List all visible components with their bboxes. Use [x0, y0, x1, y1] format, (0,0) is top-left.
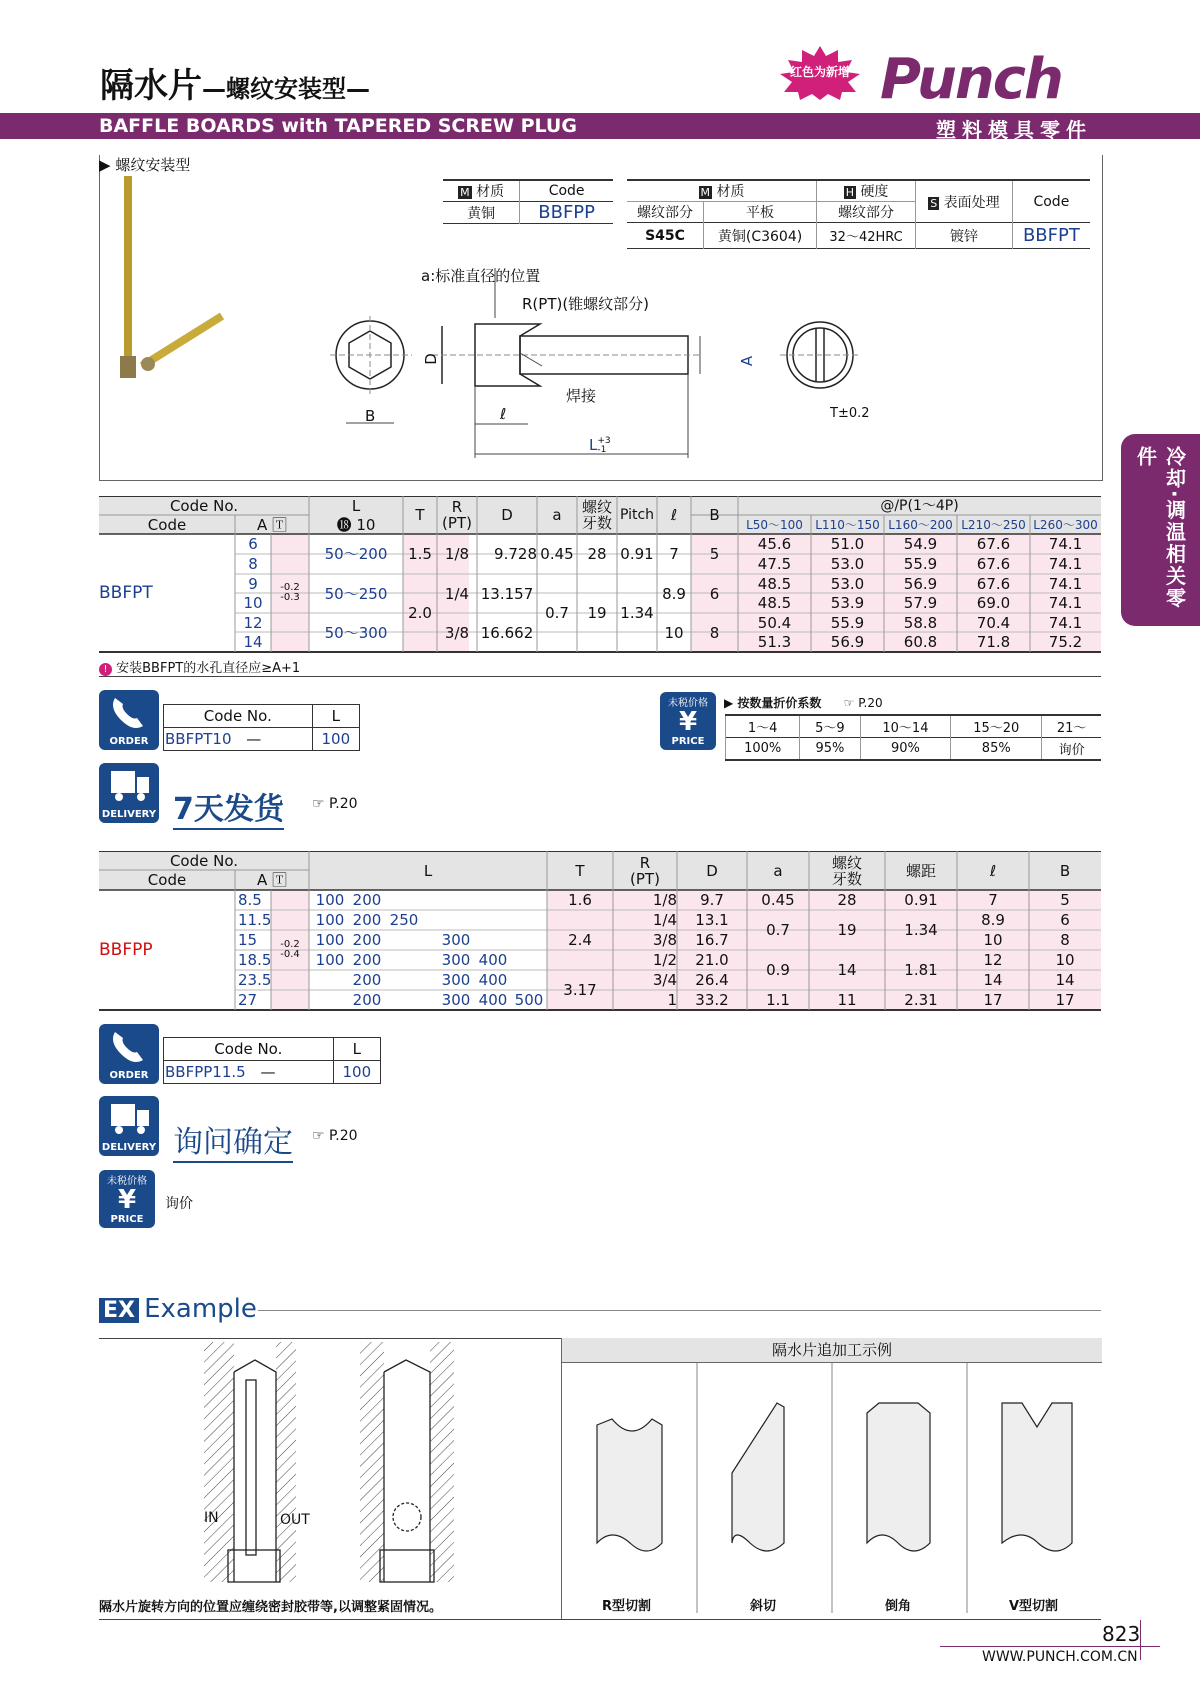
divider: [99, 1619, 1101, 1620]
footer-line: [940, 1646, 1160, 1647]
D-value: 21.0: [695, 951, 729, 969]
material-value: 黄铜(C3604): [704, 223, 817, 249]
L-value: 400: [478, 951, 508, 969]
A-value: 8.5: [238, 891, 262, 909]
material-value: S45C: [645, 227, 685, 244]
tolerance: -0.2 -0.4: [280, 939, 300, 960]
header-codeno: Code No.: [169, 851, 239, 870]
price-value: 48.5: [757, 574, 792, 593]
code-value: BBFPP: [520, 202, 613, 224]
price-value: 54.9: [903, 535, 938, 553]
price-col-header: L110～150: [815, 517, 880, 532]
qty-cell: 15～20: [951, 715, 1042, 738]
thread-value: 19: [587, 604, 607, 622]
material-value: 黄铜: [467, 205, 496, 222]
D-value: 9.728: [494, 545, 537, 563]
footer-url: WWW.PUNCH.COM.CN: [982, 1649, 1138, 1665]
a-value: 0.9: [766, 961, 790, 979]
price-value: 55.9: [903, 555, 938, 573]
header-R: R (PT): [442, 498, 472, 532]
code-value: BBFPT: [99, 583, 153, 603]
dim-T: T±0.2: [830, 406, 870, 421]
L-range: 50～300: [324, 623, 388, 642]
price-value: 51.0: [830, 535, 865, 553]
a-value: 1.1: [766, 991, 790, 1009]
code-value: BBFPT: [1012, 223, 1090, 249]
L-value: 300: [441, 991, 471, 1009]
order-header: L: [333, 1038, 380, 1061]
code-value: BBFPP: [99, 940, 153, 960]
B-value: 6: [1060, 911, 1070, 929]
A-value: 23.5: [238, 971, 272, 989]
A-value: 11.5: [238, 911, 272, 929]
thread-value: 14: [837, 961, 857, 979]
header-pitch: Pitch: [619, 507, 655, 523]
phone-icon: [99, 1024, 159, 1068]
header-T: T: [415, 506, 425, 524]
thread-value: 28: [837, 891, 857, 909]
header-A: A 🅃: [256, 871, 288, 889]
cut-label: 斜切: [750, 1599, 777, 1614]
truck-icon: [99, 763, 159, 807]
B-value: 17: [1055, 991, 1075, 1009]
L-value: 200: [352, 931, 382, 949]
a-value: 0.7: [545, 604, 569, 622]
qty-cell: 5～9: [800, 715, 860, 738]
price-value: 67.6: [976, 535, 1011, 553]
B-value: 10: [1055, 951, 1075, 969]
header-B: B: [1059, 861, 1071, 880]
L-value: 200: [352, 971, 382, 989]
A-value: 8: [248, 555, 258, 573]
delivery-ref: ☞ P.20: [312, 1128, 358, 1144]
example-title: Example: [144, 1294, 257, 1324]
B-value: 8: [1060, 931, 1070, 949]
ex-tag: EX: [99, 1298, 139, 1323]
price-value: 48.5: [757, 594, 792, 612]
l-value: 8.9: [981, 911, 1005, 929]
L-value: 300: [441, 931, 471, 949]
title-cn: 隔水片: [100, 66, 202, 106]
triangle-icon: ▶: [99, 156, 111, 174]
R-value: 3/8: [444, 623, 470, 642]
badge-text: 红色为新增: [789, 65, 850, 79]
example-right-title: 隔水片追加工示例: [562, 1338, 1102, 1363]
B-value: 14: [1055, 971, 1075, 989]
material-header: M 材质: [700, 184, 745, 200]
dim-B: B: [365, 407, 376, 425]
L-value: 100: [315, 931, 345, 949]
label-a-position: a:标准直径的位置: [421, 267, 541, 285]
code-header: Code: [520, 180, 613, 202]
sub-header: 螺纹部分: [817, 202, 916, 223]
header-price: @/P(1～4P): [880, 497, 959, 514]
price-icon: 未税价格 ¥ PRICE: [99, 1170, 155, 1228]
price-value: 57.9: [903, 594, 938, 612]
l-value: 10: [983, 931, 1003, 949]
price-value: 53.9: [830, 594, 865, 612]
brand-sub: 塑料模具零件: [936, 118, 1092, 142]
A-value: 9: [248, 574, 258, 593]
example-right-panel: [561, 1338, 1102, 1619]
order-icon: ORDER: [99, 690, 159, 750]
R-value: 1/4: [444, 584, 470, 603]
l-value: 17: [983, 991, 1003, 1009]
hardness-header: H 硬度: [817, 180, 916, 202]
brand-logo: Punch: [880, 47, 1062, 112]
header-B: B: [709, 506, 720, 524]
T-value: 1.5: [408, 545, 432, 563]
A-value: 18.5: [238, 951, 272, 969]
price-text: 询价: [165, 1196, 193, 1212]
example-left-drawing: [190, 1342, 470, 1584]
header-D: D: [501, 506, 513, 524]
dim-L: L+3 -1: [589, 435, 611, 455]
B-value: 5: [709, 545, 720, 563]
yen-icon: ¥: [117, 1185, 137, 1215]
l-value: 7: [669, 545, 679, 563]
L-value: 300: [441, 971, 471, 989]
order-code: BBFPT10 —: [164, 728, 313, 751]
order-header: Code No.: [164, 1038, 334, 1061]
section-label: ▶ 螺纹安装型: [99, 156, 191, 174]
delivery-text: 询问确定: [173, 1117, 293, 1163]
L-value: 400: [478, 991, 508, 1009]
D-value: 13.157: [480, 584, 534, 603]
A-value: 14: [243, 633, 263, 651]
order-header: L: [312, 705, 359, 728]
D-value: 16.7: [695, 931, 729, 949]
tolerance: -0.2 -0.3: [280, 582, 300, 603]
order-L: 100: [333, 1061, 380, 1084]
order-L: 100: [312, 728, 359, 751]
price-value: 71.8: [976, 633, 1011, 651]
L-value: 250: [389, 911, 419, 929]
cut-label: 倒角: [885, 1599, 912, 1614]
A-value: 6: [248, 535, 258, 553]
price-value: 74.1: [1048, 535, 1083, 553]
warning-icon: !: [99, 663, 112, 676]
a-value: 0.45: [540, 545, 574, 563]
dim-l: ℓ: [500, 405, 507, 423]
price-value: 58.8: [903, 613, 938, 632]
price-value: 74.1: [1048, 594, 1083, 612]
price-value: 69.0: [976, 594, 1011, 612]
pitch-value: 0.91: [904, 891, 938, 909]
T-value: 2.4: [568, 931, 592, 949]
L-value: 200: [352, 911, 382, 929]
l-value: 12: [983, 951, 1003, 969]
l-value: 10: [664, 623, 684, 642]
price-value: 74.1: [1048, 555, 1083, 573]
price-value: 55.9: [830, 613, 865, 632]
L-value: 200: [352, 991, 382, 1009]
surface-header: S 表面处理: [916, 180, 1013, 223]
divider: [99, 676, 1101, 677]
order-code: BBFPP11.5 —: [164, 1061, 334, 1084]
L-range: 50～200: [324, 545, 388, 563]
example-heading: [99, 1294, 257, 1324]
header-L: L: [423, 861, 433, 880]
label-weld: 焊接: [566, 387, 597, 405]
L-value: 500: [514, 991, 544, 1009]
delivery-icon: DELIVERY: [99, 1096, 159, 1156]
product-photo: [110, 176, 230, 386]
sub-header: 平板: [704, 202, 817, 223]
L-value: 400: [478, 971, 508, 989]
header-pitch: 螺距: [905, 861, 936, 880]
pitch-value: 2.31: [904, 991, 938, 1009]
pitch-value: 1.81: [904, 961, 938, 979]
L-value: 100: [315, 891, 345, 909]
sub-header: 螺纹部分: [637, 205, 694, 221]
rate-cell: 85%: [951, 738, 1042, 761]
price-value: 56.9: [830, 633, 865, 651]
cut-examples: [562, 1363, 1102, 1613]
D-value: 16.662: [480, 623, 534, 642]
material-header: M 材质: [460, 184, 505, 200]
A-value: 12: [243, 613, 263, 632]
delivery-icon: DELIVERY: [99, 763, 159, 823]
header-L: L: [351, 496, 361, 515]
R-value: 1/8: [652, 891, 677, 909]
price-value: 67.6: [976, 574, 1011, 593]
surface-value: 镀锌: [916, 223, 1013, 249]
price-col-header: L260～300: [1033, 517, 1098, 532]
yen-icon: ¥: [678, 707, 698, 737]
price-col-header: L50～100: [746, 517, 803, 532]
price-value: 75.2: [1048, 633, 1083, 651]
footer-vline: [1140, 1620, 1141, 1660]
price-value: 56.9: [903, 574, 938, 593]
A-value: 27: [238, 991, 258, 1009]
R-value: 1: [667, 991, 677, 1009]
price-value: 45.6: [757, 535, 792, 553]
spec-bbfpp: [443, 179, 613, 224]
R-value: 3/4: [652, 971, 677, 989]
D-value: 33.2: [695, 991, 729, 1009]
A-value: 10: [243, 594, 263, 612]
T-value: 3.17: [563, 981, 597, 999]
L-value: 200: [352, 951, 382, 969]
spec-bbfpt: [627, 179, 1090, 249]
L-range: 50～250: [324, 584, 388, 603]
header-code: Code: [147, 515, 187, 534]
discount-table: [725, 714, 1101, 761]
pitch-value: 0.91: [620, 545, 654, 563]
thread-value: 28: [587, 545, 607, 563]
pitch-value: 1.34: [620, 604, 654, 622]
rate-cell: 90%: [860, 738, 951, 761]
rate-cell: 100%: [726, 738, 800, 761]
L-value: 200: [352, 891, 382, 909]
price-value: 60.8: [903, 633, 938, 651]
page-number: 823: [1102, 1622, 1141, 1646]
header-l: ℓ: [989, 861, 997, 880]
B-value: 5: [1060, 891, 1070, 909]
pitch-value: 1.34: [904, 921, 938, 939]
delivery-ref: ☞ P.20: [312, 796, 358, 812]
B-value: 8: [709, 623, 720, 642]
T-value: 1.6: [568, 891, 592, 909]
price-value: 67.6: [976, 555, 1011, 573]
title-suffix: —螺纹安装型—: [202, 75, 370, 103]
header-thread: 螺纹 牙数: [831, 853, 862, 888]
price-value: 50.4: [757, 613, 792, 632]
truck-icon: [99, 1096, 159, 1140]
price-value: 53.0: [830, 574, 865, 593]
qty-cell: 10～14: [860, 715, 951, 738]
delivery-text: 7天发货: [173, 784, 284, 830]
R-value: 3/8: [652, 931, 677, 949]
header-A: A 🅃: [256, 515, 288, 534]
L-value: 100: [315, 911, 345, 929]
price-value: 70.4: [976, 613, 1011, 632]
dim-D: D: [421, 353, 440, 365]
T-value: 2.0: [408, 604, 432, 622]
rate-cell: 95%: [800, 738, 860, 761]
header-L-unit: ⓲ 10: [336, 515, 376, 534]
order-icon: ORDER: [99, 1024, 159, 1084]
divider: [258, 1310, 1101, 1311]
price-value: 74.1: [1048, 613, 1083, 632]
side-tab-text: 冷却·调温相关零件: [1133, 446, 1187, 610]
header-a: a: [773, 861, 783, 880]
qty-cell: 1～4: [726, 715, 800, 738]
price-col-header: L160～200: [888, 517, 953, 532]
example-caption: 隔水片旋转方向的位置应缠绕密封胶带等,以调整紧固情况。: [99, 1600, 442, 1615]
label-r-pt: R(PT)(锥螺纹部分): [522, 295, 650, 313]
hardness-value: 32～42HRC: [817, 223, 916, 249]
price-col-header: L210～250: [961, 517, 1026, 532]
side-tab: [1121, 434, 1200, 626]
R-value: 1/4: [652, 911, 677, 929]
order-example: [163, 1037, 381, 1084]
dim-A: A: [738, 355, 757, 367]
header-code: Code: [147, 871, 187, 889]
phone-icon: [99, 690, 159, 734]
thread-value: 11: [837, 991, 857, 1009]
cut-label: R型切割: [602, 1599, 652, 1614]
header-R: R (PT): [630, 853, 660, 888]
D-value: 9.7: [700, 891, 724, 909]
R-value: 1/8: [444, 545, 470, 563]
l-value: 8.9: [662, 584, 686, 603]
header-l: ℓ: [670, 506, 678, 524]
header-D: D: [706, 861, 718, 880]
header-a: a: [552, 506, 562, 524]
price-value: 53.0: [830, 555, 865, 573]
L-value: 100: [315, 951, 345, 969]
thread-value: 19: [837, 921, 857, 939]
price-value: 51.3: [757, 633, 792, 651]
order-header: Code No.: [164, 705, 313, 728]
discount-title: ▶ 按数量折价系数 ☞ P.20: [724, 696, 883, 710]
new-badge: [770, 44, 870, 100]
L-value: 300: [441, 951, 471, 969]
D-value: 26.4: [695, 971, 729, 989]
price-value: 74.1: [1048, 574, 1083, 593]
A-value: 15: [238, 931, 258, 949]
price-value: 47.5: [757, 555, 792, 573]
a-value: 0.45: [761, 891, 795, 909]
rate-cell: 询价: [1042, 738, 1101, 761]
label-in: IN: [204, 1510, 219, 1526]
table-note: ! 安装BBFPT的水孔直径应≥A+1: [99, 657, 300, 676]
price-icon: 未税价格 ¥ PRICE: [660, 692, 716, 750]
qty-cell: 21～: [1042, 715, 1101, 738]
header-thread: 螺纹 牙数: [581, 498, 612, 532]
header-T: T: [575, 861, 585, 880]
order-example: [163, 704, 360, 751]
header-codeno: Code No.: [169, 496, 239, 515]
D-value: 13.1: [695, 911, 729, 929]
a-value: 0.7: [766, 921, 790, 939]
cut-label: V型切割: [1009, 1599, 1059, 1614]
R-value: 1/2: [652, 951, 677, 969]
l-value: 7: [988, 891, 998, 909]
B-value: 6: [709, 584, 720, 603]
label-out: OUT: [280, 1512, 310, 1528]
page-title: [100, 58, 370, 107]
title-en: BAFFLE BOARDS with TAPERED SCREW PLUG: [99, 115, 577, 137]
l-value: 14: [983, 971, 1003, 989]
code-header: Code: [1012, 180, 1090, 223]
